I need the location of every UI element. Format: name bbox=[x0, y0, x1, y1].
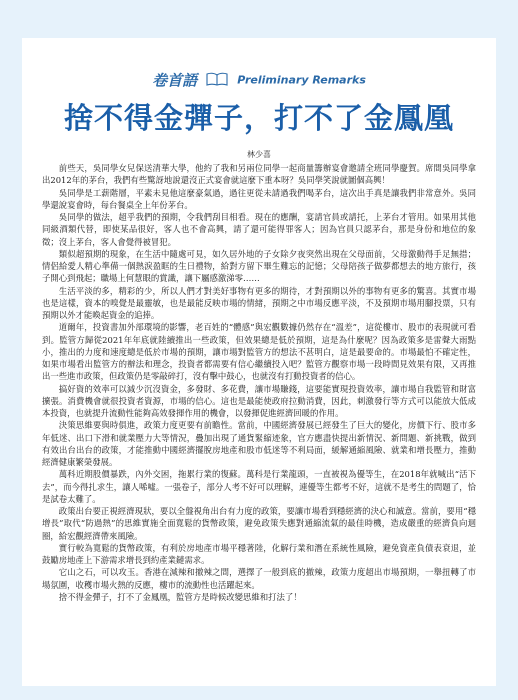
paragraph: 捨不得金彈子，打不了金鳳凰，監管方是時候改變思維和打法了！ bbox=[58, 591, 302, 602]
column-header bbox=[22, 69, 496, 91]
paragraph: 吳同學是工薪階層，平素未見他這麼豪氣過，過往更從未請過我們喝茅台，這次出手真是讓我們非常意外。吳同學還說宴會時，每台餐桌全上年份茅台。 bbox=[42, 187, 476, 210]
open-book-icon bbox=[205, 70, 229, 92]
article-body bbox=[42, 162, 476, 603]
paragraph: 類似超預期的現象，在生活中隨處可見，如久居外地的子女除夕夜突然出現在父母面前，父母激動得手足無措；情侶給愛人精心準備一個熱淚盈眶的生日禮物，給對方留下畢生難忘的記憶；父母陪孩子做夢都想去的地方旅行，孩子開心到飛起；職場上何慧眼的賞識，讓下屬感激涕零…… bbox=[42, 248, 476, 284]
paragraph: 前些天，吳同學女兒保送清華大學，他約了我和另兩位同學一起商量籌辦宴會邀請全班同學慶賀。席間吳同學拿出2012年的茅台，我們有些驚訝地說還沒正式宴會就這麼下重本呀？吳同學笑說就圖個高興！ bbox=[42, 163, 476, 186]
column-name-en: Preliminary Remarks bbox=[237, 73, 366, 87]
article-title: 捨不得金彈子，打不了金鳳凰 bbox=[63, 101, 454, 135]
page bbox=[22, 38, 496, 686]
column-name: 卷首語 bbox=[152, 71, 198, 90]
paragraph: 道爾年，投資書加外部環境的影響，老百姓的“體感”與宏觀數據仍然存在“溫差”，這從樓市、股市的表現就可看到。監管方歸從2021年年底就陸續推出一些政策，但效果總是低於預期，這是為什麼呢？因為政策多是雷聲大雨點小，推出的力度和速度總是低於市場的預期，讓市場對監管方的想法不甚明白，這是最要命的。市場最怕不確定性，如果市場看出監管方的辦法和理念，投資者都需要有信心繼續投入吧？監管方觀察市場一段時間見效果有限，又再推出一些進市政策，但政策仍是零敲碎打，沒有擊中鼓心，也就沒有打動投資者的信心。 bbox=[42, 322, 476, 382]
paragraph: 萬科近期股價暴跌，內外交困，拖累行業的復蘇。萬科是行業龍頭，一直被視為優等生，在2018年就喊出“活下去”，而今得扎求生，讓人唏噓。一張卷子，部分人考不好可以理解，連優等生都考不好，這就不是考生的問題了，恰是試卷太難了。 bbox=[42, 469, 476, 504]
paragraph: 實行較為寬鬆的貨幣政策，有利於房地產市場平穩著陸，化解行業和潛在系統性風險，避免資產負債表衰退，並鼓勵房地產上下游需求增長到約產業鏈需求。 bbox=[42, 542, 476, 565]
paragraph: 生活平淡的多，精彩的少，所以人們才對美好事物有更多的期待，才對預期以外的事物有更多的驚喜。其實市場也是這樣，資本的嗅覺是最靈敏，也是最能反映市場的情緒，預期之中市場反應平淡，不及預期市場用腳投票，只有預期以外才能喚起資金的追捧。 bbox=[42, 285, 476, 320]
paragraph: 搞好資的效率可以減少沉沒資金，多發財、多花費，讓市場賺錢，這要能實現投資效率，讓市場自我監管和財富擴張。消費機會就很投資者資源，市場的信心。這也是最能使政府拉動消費，因此，刺激發行等方式可以能放大低成本投資，也就提升流動性能夠高效發揮作用的機會，以發揮促進經濟回暖的作用。 bbox=[42, 383, 476, 418]
paragraph: 它山之石，可以攻玉。香港在減辣和撤辣之間，選擇了一般到底的撤辣，政策力度超出市場預期，一舉扭轉了市場氛圍，收穫市場火熱的反應，樓市的流動性也活躍起來。 bbox=[42, 567, 476, 590]
paragraph: 政策出台要正視經濟現狀，要以全盤視角出台有力度的政策，要讓市場看到穩經濟的決心和誠意。當前，要用“穩增長”取代“防過熱”的思維實施全面寬鬆的貨幣政策，避免政策失應對通縮流氣的最佳時機，造成嚴重的經濟負向迴圈，給宏觀經濟帶來風險。 bbox=[42, 506, 476, 541]
author-name: 林少喜 bbox=[247, 150, 271, 159]
paragraph: 吳同學的做法，超乎我們的預期，令我們刮目相看。現在的應酬，宴請官員或請托，上茅台才管用。如果用其他同級酒類代替，即使某品很好，客人也不會高興，請了還可能得罪客人；因為官員只認茅台，那是身份和地位的象徵；沒上茅台，客人會覺得被冒犯。 bbox=[42, 212, 476, 247]
paragraph: 決策思維要與時俱進，政策力度更要有前瞻性。當前，中國經濟發展已經發生了巨大的變化，房價下行、股市多年低迷、出口下滑和就業壓力大等情況，疊加出現了通貨緊縮迹象，官方應盡快提出新情況、新問題、新挑戰，做到有效出台出台的政策，才能推動中國經濟擺脫房地產和股市低迷等不利局面，緩解通縮風險、就業和增長壓力，推動經濟健康繁榮發展。 bbox=[42, 420, 476, 467]
